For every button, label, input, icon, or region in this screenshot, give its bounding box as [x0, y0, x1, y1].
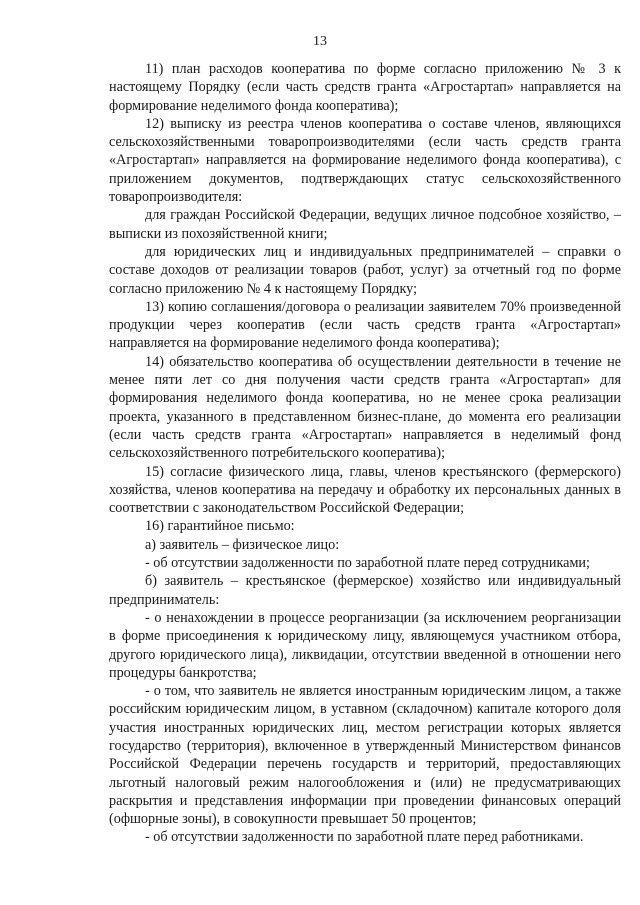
page-number: 13 — [313, 34, 327, 49]
document-body — [109, 60, 621, 847]
paragraph-legal-entities: для юридических лиц и индивидуальных предпринимателей – справки о составе доходов от реализации товаров (работ, услуг) за отчетный год по форме согласно приложению № 4 к настоящему Порядку; — [109, 243, 621, 297]
paragraph-item-12: 12) выписку из реестра членов кооператива о составе членов, являющихся сельскохозяйственными товаропроизводителями (если часть средств гранта «Агростартап» направляется на формирование неделимого фонда кооператива), с приложением документов, подтверждающих статус сельскохозяйственного товаропроизводителя: — [109, 115, 621, 206]
paragraph-item-14: 14) обязательство кооператива об осуществлении деятельности в течение не менее пяти лет со дня получения части средств гранта «Агростартап» для формирования неделимого фонда кооператива, но не менее срока реализации проекта, указанного в представленном бизнес-плане, до момента его реализации (если часть средств гранта «Агростартап» направляется в неделимый фонд сельскохозяйственного потребительского кооператива); — [109, 353, 621, 462]
paragraph-item-16a: а) заявитель – физическое лицо: — [145, 536, 340, 553]
paragraph-item-16a-debt: - об отсутствии задолженности по заработной плате перед сотрудниками; — [145, 555, 590, 572]
paragraph-item-16b-reorganization: - о ненахождении в процессе реорганизации (за исключением реорганизации в форме присоединения к юридическому лицу, являющемуся участником отбора, другого юридического лица), ликвидации, отсутствии введенной в отношении него процедуры банкротства; — [109, 609, 621, 681]
paragraph-item-15: 15) согласие физического лица, главы, членов крестьянского (фермерского) хозяйства, членов кооператива на передачу и обработку их персональных данных в соответствии с законодательством Российской Федерации; — [109, 463, 621, 517]
paragraph-citizens: для граждан Российской Федерации, ведущих личное подсобное хозяйство, – выписки из похозяйственной книги; — [109, 207, 621, 242]
paragraph-item-16b-debt: - об отсутствии задолженности по заработной плате перед работниками. — [145, 829, 584, 846]
paragraph-item-16: 16) гарантийное письмо: — [145, 518, 295, 535]
paragraph-item-16b: б) заявитель – крестьянское (фермерское) хозяйство или индивидуальный предприниматель: — [109, 573, 621, 608]
paragraph-item-13: 13) копию соглашения/договора о реализации заявителем 70% произведенной продукции через кооператив (если часть средств гранта «Агростартап» направляется на формирование неделимого фонда кооператива); — [109, 298, 621, 352]
paragraph-item-16b-foreign: - о том, что заявитель не является иностранным юридическим лицом, а также российским юридическим лицом, в уставном (складочном) капитале которого доля участия иностранных юридических лиц, местом регистрации которых является государство (территория), включенное в утвержденный Министерством финансов Российской Федерации перечень государств и территорий, предоставляющих льготный налоговый режим налогообложения и (или) не предусматривающих раскрытия и представления информации при проведении финансовых операций (офшорные зоны), в совокупности превышает 50 процентов; — [109, 683, 621, 828]
paragraph-item-11: 11) план расходов кооператива по форме согласно приложению № 3 к настоящему Порядку (если часть средств гранта «Агростартап» направляется на формирование неделимого фонда кооператива); — [109, 61, 621, 114]
